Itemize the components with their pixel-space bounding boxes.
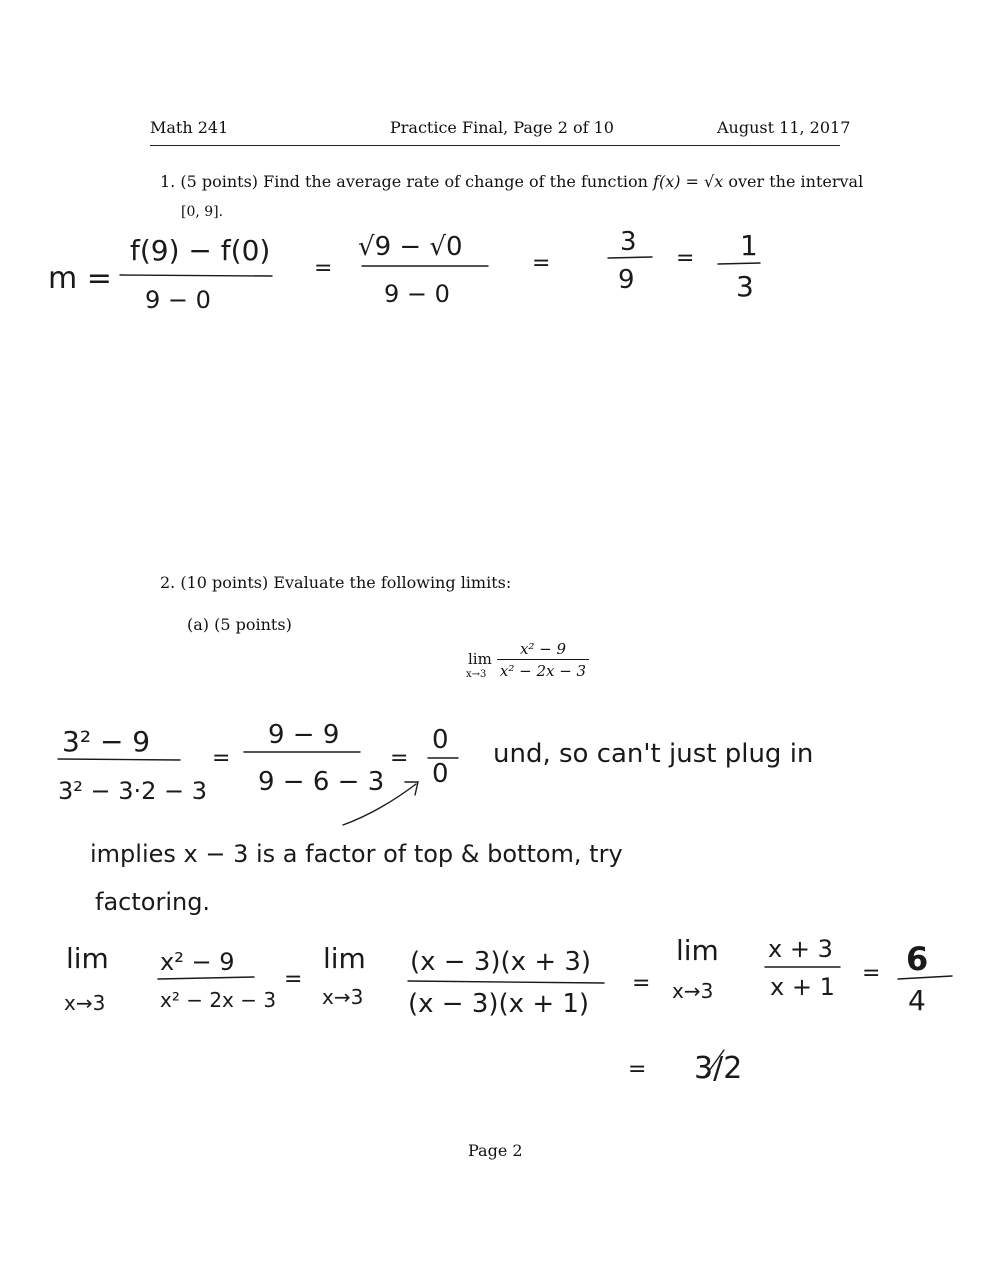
hw-q2-sub-den: 9 − 6 − 3 xyxy=(258,767,385,797)
q2a-denominator: x² − 2x − 3 xyxy=(499,662,587,680)
hw-m-equals: m = xyxy=(48,261,112,296)
course-name: Math 241 xyxy=(150,118,229,137)
q2a-points: (5 points) xyxy=(214,615,292,634)
hw-lim1-word: lim xyxy=(66,942,109,975)
hw-lim1-num: x² − 9 xyxy=(160,948,235,976)
q1-interval: [0, 9]. xyxy=(181,204,224,220)
hw-q1-eq2: = xyxy=(532,251,551,276)
page-title: Practice Final, Page 2 of 10 xyxy=(390,118,614,137)
hw-lim2-word: lim xyxy=(323,942,366,975)
hw-q2-note-und: und, so can't just plug in xyxy=(493,739,814,769)
hw-q1-eq3: = xyxy=(676,246,695,271)
hw-q1-one: 1 xyxy=(740,229,758,262)
hw-final-answer: 3/2 xyxy=(694,1051,743,1086)
hw-lim2-sub: x→3 xyxy=(322,985,364,1009)
q1-points: (5 points) xyxy=(180,172,259,191)
q1-prompt-tail: over the interval xyxy=(728,172,864,191)
exam-date: August 11, 2017 xyxy=(717,118,851,137)
hw-q2-eq1: = xyxy=(212,746,231,771)
q2-points: (10 points) xyxy=(180,573,269,592)
hw-q2-note-factoring: factoring. xyxy=(95,888,211,916)
hw-q1-eq1: = xyxy=(314,256,333,281)
q1-number: 1. xyxy=(160,172,176,191)
hw-q2-note-implies: implies x − 3 is a factor of top & bottom, try xyxy=(90,840,623,868)
q1-prompt: Find the average rate of change of the function xyxy=(263,172,648,191)
hw-lim1-sub: x→3 xyxy=(64,991,106,1015)
hw-q1-den: 9 − 0 xyxy=(145,286,211,314)
q2a-numerator: x² − 9 xyxy=(497,640,589,660)
hw-q1-nine: 9 xyxy=(618,265,635,295)
hw-q2-eq6: = xyxy=(628,1057,647,1082)
hw-q1-three: 3 xyxy=(620,227,637,257)
hw-final-den: 4 xyxy=(908,984,926,1017)
hw-q2-sub-num: 9 − 9 xyxy=(268,720,340,750)
hw-lim3-den: x + 1 xyxy=(770,973,835,1001)
hw-q2-zero-num: 0 xyxy=(432,725,449,755)
hw-q2-plug-den: 3² − 3·2 − 3 xyxy=(58,777,208,805)
q2a-lim-word: lim xyxy=(468,650,492,668)
q2-prompt: Evaluate the following limits: xyxy=(273,573,512,592)
page-footer: Page 2 xyxy=(468,1141,523,1160)
hw-lim3-sub: x→3 xyxy=(672,979,714,1003)
hw-lim2-num: (x − 3)(x + 3) xyxy=(410,947,592,977)
hw-lim2-den: (x − 3)(x + 1) xyxy=(408,989,590,1019)
hw-q2-eq3: = xyxy=(284,967,303,992)
hw-q2-zero-den: 0 xyxy=(432,759,449,789)
q2a-lim-sub: x→3 xyxy=(466,669,487,680)
hw-lim3-num: x + 3 xyxy=(768,935,833,963)
q2a-label: (a) xyxy=(187,615,210,634)
hw-lim3-word: lim xyxy=(676,934,719,967)
hw-q2-eq5: = xyxy=(862,961,881,986)
q2-number: 2. xyxy=(160,573,176,592)
hw-final-num: 6 xyxy=(906,940,929,978)
hw-q2-plug-num: 3² − 9 xyxy=(62,725,151,758)
hw-q1-three-b: 3 xyxy=(736,270,754,303)
hw-q2-eq4: = xyxy=(632,971,651,996)
q1-function: f(x) = √x xyxy=(653,172,724,191)
hw-q1-root-den: 9 − 0 xyxy=(384,280,450,308)
hw-q1-root-num: √9 − √0 xyxy=(358,232,463,262)
hw-q1-num: f(9) − f(0) xyxy=(130,234,271,267)
hw-q2-eq2: = xyxy=(390,746,409,771)
hw-lim1-den: x² − 2x − 3 xyxy=(160,988,277,1012)
